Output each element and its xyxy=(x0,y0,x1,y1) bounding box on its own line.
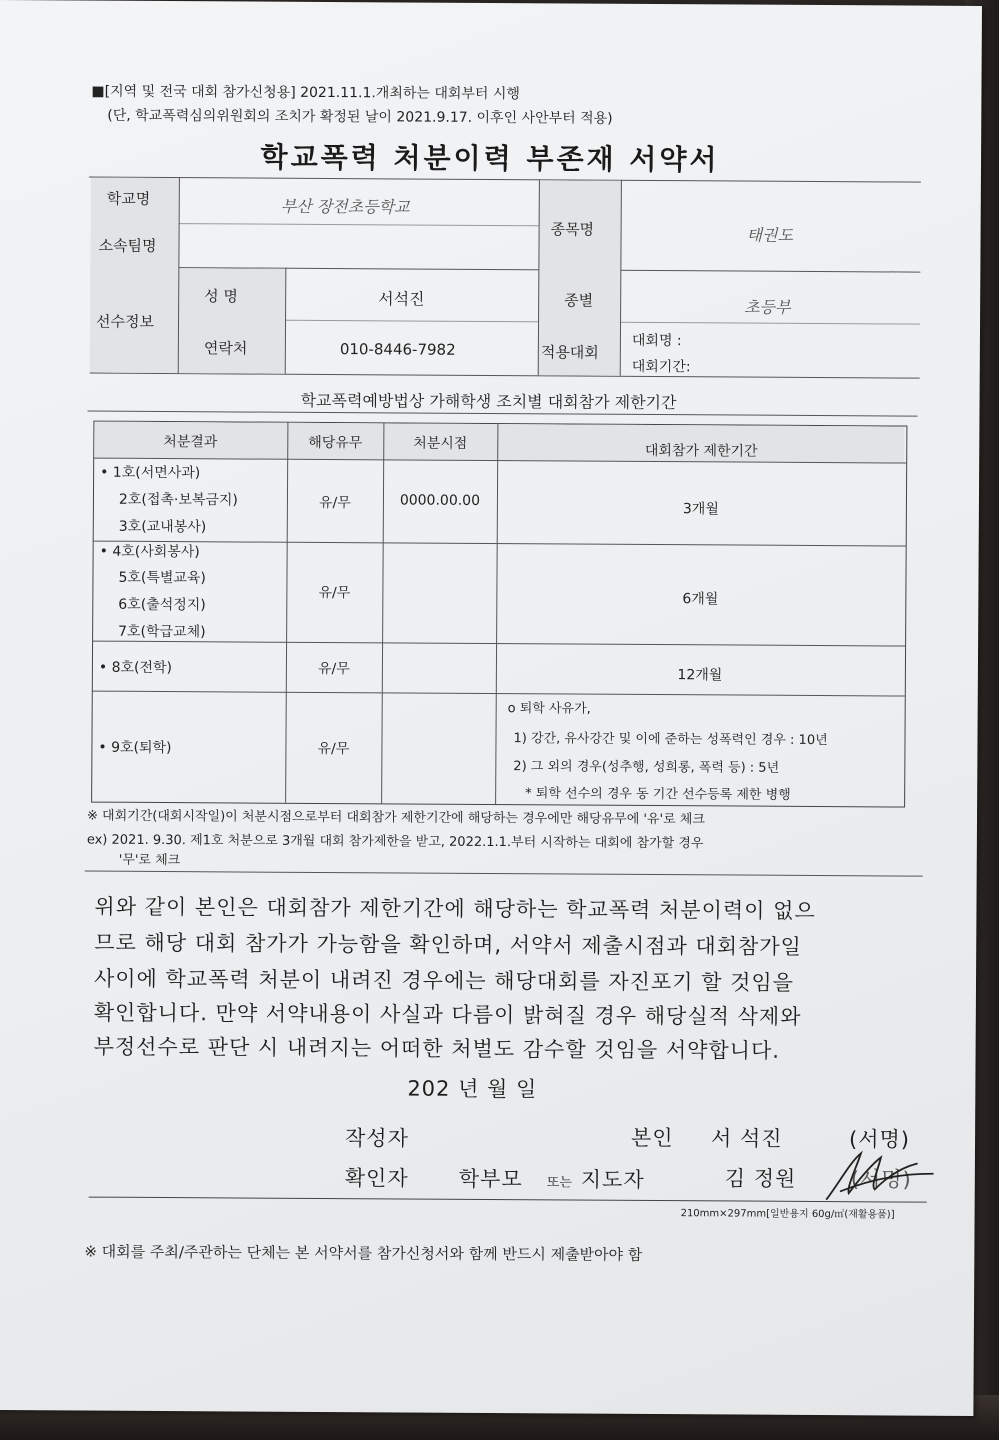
table-rule xyxy=(179,223,539,226)
pledge-date[interactable]: 202 년 월 일 xyxy=(407,1076,538,1102)
table-caption: 학교폭력예방법상 가해학생 조치별 대회참가 제한기간 xyxy=(300,390,677,413)
limit-detail: o 퇴학 사유가, xyxy=(507,701,591,717)
handwritten-signature-icon xyxy=(821,1143,941,1208)
confirm-label: 확인자 xyxy=(344,1166,409,1191)
competition-label: 적용대회 xyxy=(540,343,599,362)
confirm-role: 학부모 xyxy=(458,1166,523,1192)
document-title: 학교폭력 처분이력 부존재 서약서 xyxy=(260,140,720,177)
limit-period: 6개월 xyxy=(682,591,719,608)
writer-label: 작성자 xyxy=(344,1126,409,1151)
result-item: • 9호(퇴학) xyxy=(98,739,172,757)
divider xyxy=(89,1197,927,1203)
confirm-signature[interactable]: (서명) xyxy=(850,1167,912,1192)
restriction-table xyxy=(91,421,907,808)
applicable-checkbox[interactable]: 유/무 xyxy=(318,584,351,602)
pledge-line: 위와 같이 본인은 대회참가 제한기간에 해당하는 학교폭력 처분이력이 없으 xyxy=(94,894,816,923)
col-header-result: 처분결과 xyxy=(163,434,218,451)
col-header-limit: 대회참가 제한기간 xyxy=(644,442,758,460)
result-item: 7호(학급교체) xyxy=(118,623,206,641)
header-line-2: (단, 학교폭력심의위원회의 조치가 확정된 날이 2021.9.17. 이후인 사안부터 적용) xyxy=(107,107,613,127)
footer-note: ※ 대회를 주최/주관하는 단체는 본 서약서를 참가신청서와 함께 반드시 제출받아야 함 xyxy=(84,1242,643,1264)
confirm-role-2: 지도자 xyxy=(580,1167,645,1192)
divider xyxy=(85,871,923,877)
contact-label: 연락처 xyxy=(203,339,248,358)
col-header-date: 처분시점 xyxy=(413,435,468,452)
player-info-label: 선수정보 xyxy=(95,312,155,331)
writer-signature[interactable]: (서명) xyxy=(848,1127,911,1152)
pledge-line: 므로 해당 대회 참가가 가능함을 확인하며, 서약서 제출시점과 대회참가일 xyxy=(94,930,802,959)
competition-period-label: 대회기간: xyxy=(631,358,691,376)
pledge-line: 확인합니다. 만약 서약내용이 사실과 다름이 밝혀질 경우 해당실적 삭제와 xyxy=(93,1000,802,1029)
table-rule xyxy=(620,180,622,376)
pledge-line: 부정선수로 판단 시 내려지는 어떠한 처벌도 감수할 것임을 서약합니다. xyxy=(93,1034,781,1063)
limit-period: 12개월 xyxy=(677,667,723,684)
event-label: 종목명 xyxy=(550,220,595,239)
result-item: 3호(교내봉사) xyxy=(118,518,207,536)
result-item: • 8호(전학) xyxy=(98,659,173,677)
limit-detail: 2) 그 외의 경우(성추행, 성희롱, 폭력 등) : 5년 xyxy=(513,759,780,776)
result-item: 6호(출석정지) xyxy=(118,596,206,614)
col-header-applicable: 해당유무 xyxy=(308,434,363,452)
applicable-checkbox[interactable]: 유/무 xyxy=(317,660,350,678)
team-label: 소속팀명 xyxy=(98,236,157,255)
school-value[interactable]: 부산 장전초등학교 xyxy=(280,196,410,217)
disposition-date[interactable]: 0000.00.00 xyxy=(399,492,481,509)
name-value[interactable]: 서석진 xyxy=(378,289,425,309)
school-label: 학교명 xyxy=(106,189,151,208)
division-label: 종별 xyxy=(564,291,594,310)
header-line-1: ■[지역 및 전국 대회 참가신청용] 2021.11.1.개최하는 대회부터 시행 xyxy=(91,83,521,103)
result-item: 5호(특별교육) xyxy=(118,569,206,587)
applicable-checkbox[interactable]: 유/무 xyxy=(317,740,350,758)
result-item: • 1호(서면사과) xyxy=(100,464,201,482)
writer-name[interactable]: 서 석진 xyxy=(710,1126,783,1151)
paper-spec: 210mm×297mm[일반용지 60g/㎡(재활용품)] xyxy=(680,1208,895,1221)
result-item: 2호(접촉·보복금지) xyxy=(118,491,238,509)
limit-detail: * 퇴학 선수의 경우 동 기간 선수등록 제한 병행 xyxy=(525,786,791,803)
contact-value[interactable]: 010-8446-7982 xyxy=(339,340,456,359)
limit-period: 3개월 xyxy=(682,501,719,518)
table-rule xyxy=(90,373,920,379)
note-line: ※ 대회기간(대회시작일)이 처분시점으로부터 대회참가 제한기간에 해당하는 경우에만 해당유무에 '유'로 체크 xyxy=(86,808,705,828)
pledge-line: 사이에 학교폭력 처분이 내려진 경우에는 해당대회를 자진포기 할 것임을 xyxy=(93,966,795,995)
applicable-checkbox[interactable]: 유/무 xyxy=(318,494,351,512)
name-label: 성 명 xyxy=(204,287,238,306)
note-line: ex) 2021. 9.30. 제1호 처분으로 3개월 대회 참가제한을 받고, 2022.1.1.부터 시작하는 대회에 참가할 경우 xyxy=(86,832,704,852)
writer-role: 본인 xyxy=(630,1125,674,1151)
division-value[interactable]: 초등부 xyxy=(744,297,791,317)
confirm-name[interactable]: 김 정원 xyxy=(724,1166,797,1191)
limit-detail: 1) 강간, 유사강간 및 이에 준하는 성폭력인 경우 : 10년 xyxy=(513,731,828,749)
note-line: '무'로 체크 xyxy=(118,852,181,869)
event-value[interactable]: 태권도 xyxy=(746,225,794,245)
confirm-or: 또는 xyxy=(546,1175,572,1191)
result-item: • 4호(사회봉사) xyxy=(99,543,200,561)
competition-name-label: 대회명 : xyxy=(631,332,682,350)
